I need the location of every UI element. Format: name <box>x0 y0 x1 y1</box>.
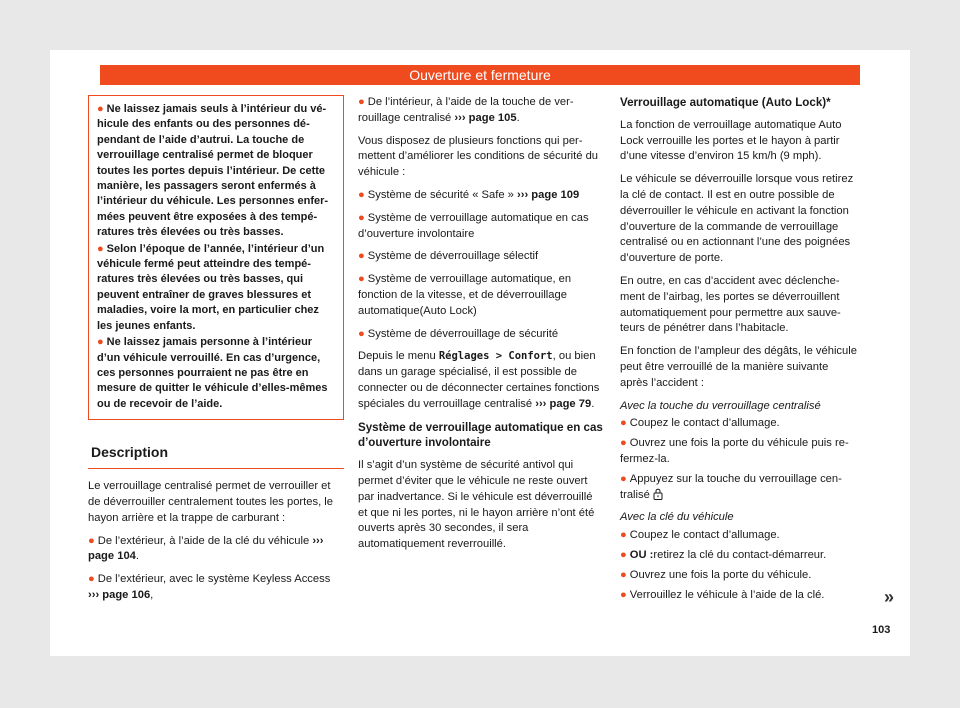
chapter-header <box>100 65 860 85</box>
lock-icon <box>653 488 663 500</box>
list-item: ● Ouvrez une fois la porte du véhicule. <box>620 568 812 581</box>
bullet-icon: ● <box>620 417 627 430</box>
bullet-icon: ● <box>358 188 365 201</box>
chapter-title: Ouverture et fermeture <box>409 67 551 83</box>
bullet-icon: ● <box>620 472 627 485</box>
bullet-icon: ● <box>88 534 95 547</box>
list-item: ● Système de déverrouillage de sécurité <box>358 327 559 340</box>
column-left <box>88 95 344 611</box>
warning-item: ● Ne laissez jamais personne à l’intérieur d’un véhicule verrouillé. En cas d’urgence, ces personnes pourraient ne pas être en mesure de quitter le véhicule d’elles-mêmes ou de recevoir de l’aide. <box>97 336 328 410</box>
page-reference-link[interactable]: ››› page 104 <box>88 534 324 563</box>
bullet-icon: ● <box>358 211 365 224</box>
paragraph: Vous disposez de plusieurs fonctions qui permettent d’améliorer les conditions de sécurité du véhicule : <box>358 134 599 179</box>
column-middle <box>358 95 603 560</box>
description-intro: Le verrouillage centralisé permet de verrouiller et de déverrouiller centralement toutes les portes, le hayon arrière et la trappe de carburant : <box>88 480 334 524</box>
warning-item: ● Ne laissez jamais seuls à l’intérieur du véhicule des enfants ou des personnes dépendant de l’aide d’autrui. La touche de verrouillage centralisé permet de bloquer toutes les portes depuis l’intérieur. De cette manière, les passagers seront enfermés à l’intérieur du véhicule. Les personnes enfermées peuvent être exposées à des températures très élevées ou très basses. <box>97 103 329 239</box>
bullet-icon: ● <box>620 529 627 542</box>
bullet-icon: ● <box>620 588 627 601</box>
page-reference-link[interactable]: ››› page 105 <box>454 111 517 124</box>
bullet-icon: ● <box>358 327 365 340</box>
menu-path: Réglages > Confort <box>438 350 553 363</box>
list-item: ● Coupez le contact d’allumage. <box>620 417 780 430</box>
bullet-icon: ● <box>620 548 627 561</box>
list-item: ● Système de déverrouillage sélectif <box>358 250 539 263</box>
list-item: ● Système de verrouillage automatique, en fonction de la vitesse, et de déverrouillage automatique(Auto Lock) <box>358 273 572 317</box>
list-item: ● De l’extérieur, à l’aide de la clé du véhicule ››› page 104. <box>88 534 324 563</box>
bullet-icon: ● <box>88 573 95 586</box>
bullet-icon: ● <box>620 568 627 581</box>
list-item: ● Coupez le contact d’allumage. <box>620 529 780 542</box>
paragraph: En outre, en cas d’accident avec déclenchement de l’airbag, les portes se déverrouillent automatiquement pour permettre aux sauveteurs de pénétrer dans l’habitacle. <box>620 274 841 335</box>
list-item: ● Verrouillez le véhicule à l’aide de la clé. <box>620 588 825 601</box>
page-reference-link[interactable]: ››› page 106 <box>88 588 151 601</box>
bullet-icon: ● <box>97 242 104 255</box>
list-item: ● De l’extérieur, avec le système Keyless Access ››› page 106, <box>88 573 331 601</box>
paragraph: En fonction de l’ampleur des dégâts, le véhicule peut être verrouillé de la manière suivante après l’accident : <box>620 345 857 389</box>
paragraph: La fonction de verrouillage automatique Auto Lock verrouille les portes et le hayon à partir d’une vitesse d’environ 15 km/h (9 mph). <box>620 118 842 163</box>
warning-item: ● Selon l’époque de l’année, l’intérieur d’un véhicule fermé peut atteindre des températures très élevées ou très basses, qui peuvent entraîner de graves blessures et maladies, voire la mort, en particulier chez les jeunes enfants. <box>97 242 325 332</box>
paragraph: Depuis le menu Réglages > Confort, ou bien dans un garage spécialisé, il est possible de connecter ou de déconnecter certaines fonctions spéciales du verrouillage centralisé ››› page 79. <box>358 350 600 410</box>
italic-heading: Avec la touche du verrouillage centralisé <box>620 399 821 412</box>
bullet-icon: ● <box>358 250 365 263</box>
page-reference-link[interactable]: ››› page 109 <box>517 188 580 201</box>
page-reference-link[interactable]: ››› page 79 <box>535 397 592 410</box>
list-item: ● Système de sécurité « Safe » ››› page 109 <box>358 188 580 201</box>
italic-heading: Avec la clé du véhicule <box>620 511 734 524</box>
bullet-icon: ● <box>620 437 627 450</box>
column-right <box>620 95 858 610</box>
subheading: Verrouillage automatique (Auto Lock)* <box>620 96 831 109</box>
page-number: 103 <box>872 624 891 636</box>
bullet-icon: ● <box>358 96 365 108</box>
list-item: ● OU :retirez la clé du contact-démarreur. <box>620 548 827 561</box>
paragraph: Il s’agit d’un système de sécurité antivol qui permet d’éviter que le véhicule ne reste ouvert par inadvertance. Si le véhicule est déverrouillé et que ni les portes, ni le hayon arrière n’ont été ouverts après 30 secondes, il sera automatiquement reverrouillé. <box>358 459 595 551</box>
list-item: ● De l’intérieur, à l’aide de la touche de verrouillage centralisé ››› page 105. <box>358 96 574 124</box>
paragraph: Le véhicule se déverrouille lorsque vous retirez la clé de contact. Il est en outre possible de déverrouiller le véhicule en activant la fonction d’ouverture de la commande de verrouillage centralisé ou en actionnant l’une des poignées d’ouverture de porte. <box>620 173 854 265</box>
list-item: ● Ouvrez une fois la porte du véhicule puis refermez-la. <box>620 437 849 465</box>
bullet-icon: ● <box>97 336 104 349</box>
manual-page <box>50 50 910 656</box>
list-item: ● Système de verrouillage automatique en cas d’ouverture involontaire <box>358 211 589 240</box>
bullet-icon: ● <box>358 273 365 286</box>
section-heading-description: Description <box>88 442 344 469</box>
list-item: ● Appuyez sur la touche du verrouillage centralisé <box>620 472 842 501</box>
bullet-icon: ● <box>97 103 104 115</box>
subheading: Système de verrouillage automatique en cas d’ouverture involontaire <box>358 420 603 450</box>
continue-arrow-icon: » <box>884 587 895 607</box>
warning-box <box>88 95 344 420</box>
